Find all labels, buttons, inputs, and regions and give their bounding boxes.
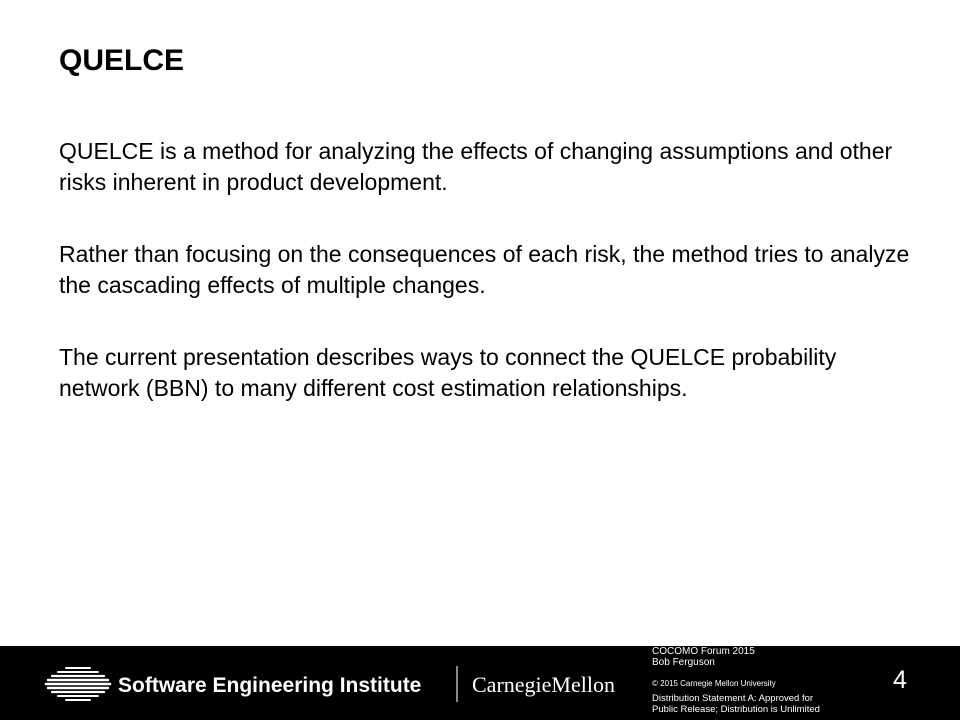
body-paragraph: Rather than focusing on the consequences of each risk, the method tries to analyze the cascading effects of multiple changes. <box>59 241 910 298</box>
copyright-notice: © 2015 Carnegie Mellon University <box>652 679 776 688</box>
event-info <box>652 646 755 668</box>
distribution-line: Distribution Statement A: Approved for <box>652 693 814 704</box>
body-paragraph: QUELCE is a method for analyzing the effects of changing assumptions and other risks inherent in product development. <box>59 138 893 195</box>
page-number: 4 <box>893 666 907 694</box>
sei-wave-logo-icon <box>44 666 112 702</box>
logo-divider <box>456 666 458 702</box>
body-paragraph: The current presentation describes ways to connect the QUELCE probability network (BBN) to many different cost estimation relationships. <box>59 344 837 401</box>
distribution-statement <box>652 693 820 715</box>
slide-body <box>59 136 919 445</box>
author-name: Bob Ferguson <box>652 657 715 668</box>
footer-bar <box>0 646 960 720</box>
slide-title: QUELCE <box>59 44 185 77</box>
sei-wordmark: Software Engineering Institute <box>118 674 422 697</box>
distribution-line: Public Release; Distribution is Unlimited <box>652 704 820 715</box>
cmu-wordmark: CarnegieMellon <box>472 672 615 697</box>
event-name: COCOMO Forum 2015 <box>652 646 755 657</box>
